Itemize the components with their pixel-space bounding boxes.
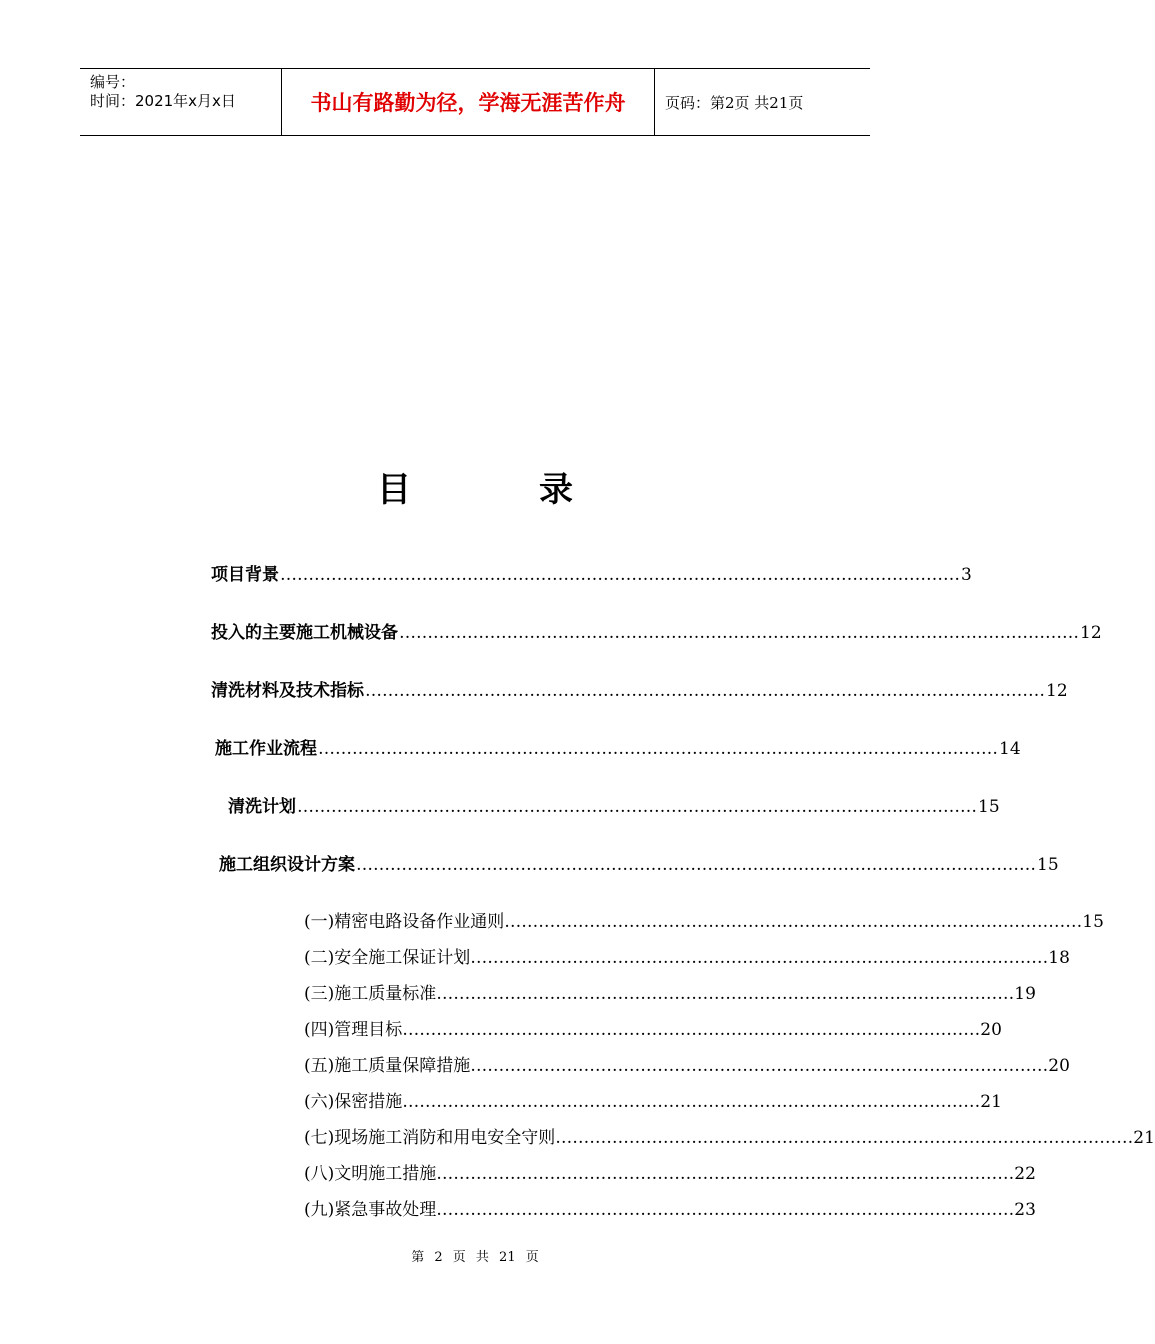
toc-leader: ………………………………………………………………………………………… bbox=[402, 1020, 981, 1040]
toc-sub-page: 21 bbox=[1133, 1128, 1155, 1148]
toc-sub-entry[interactable] bbox=[304, 943, 1070, 968]
toc-leader: ………………………………………………………………………………………………………… bbox=[356, 855, 1036, 875]
toc-sub-page: 15 bbox=[1082, 912, 1104, 932]
toc-sub-label: 管理目标 bbox=[334, 1020, 403, 1040]
toc-sub-label: 施工质量保障措施 bbox=[334, 1056, 471, 1076]
toc-entry-label: 清洗材料及技术指标 bbox=[211, 681, 364, 701]
toc-entry[interactable] bbox=[211, 618, 1102, 643]
toc-sub-entry[interactable] bbox=[304, 1051, 1070, 1076]
toc-sub-number: (九) bbox=[304, 1200, 335, 1220]
toc-sub-number: (八) bbox=[304, 1164, 335, 1184]
toc-leader: ………………………………………………………………………………………………………… bbox=[318, 739, 998, 759]
toc-sub-number: (一) bbox=[304, 912, 335, 932]
header-left-cell bbox=[80, 69, 281, 135]
toc-sub-page: 23 bbox=[1014, 1200, 1036, 1220]
toc-sub-page: 20 bbox=[980, 1020, 1002, 1040]
toc-entry-label: 施工作业流程 bbox=[215, 739, 317, 759]
toc-sub-entry[interactable] bbox=[304, 979, 1036, 1004]
toc-sub-entry[interactable] bbox=[304, 907, 1104, 932]
toc-entry-page: 12 bbox=[1046, 681, 1068, 701]
toc-sub-page: 22 bbox=[1014, 1164, 1036, 1184]
toc-leader: ………………………………………………………………………………………… bbox=[436, 984, 1015, 1004]
toc-sub-number: (七) bbox=[304, 1128, 335, 1148]
toc-title bbox=[0, 462, 950, 511]
page-header bbox=[80, 68, 870, 136]
toc-sub-entry[interactable] bbox=[304, 1087, 1002, 1112]
toc-entry[interactable] bbox=[219, 850, 1059, 875]
toc-sub-number: (二) bbox=[304, 948, 335, 968]
toc-sub-label: 现场施工消防和用电安全守则 bbox=[334, 1128, 556, 1148]
toc-leader: ………………………………………………………………………………………… bbox=[436, 1200, 1015, 1220]
toc-sub-page: 18 bbox=[1048, 948, 1070, 968]
toc-leader: ………………………………………………………………………………………… bbox=[436, 1164, 1015, 1184]
toc-leader: ………………………………………………………………………………………………………… bbox=[365, 681, 1045, 701]
toc-sub-number: (五) bbox=[304, 1056, 335, 1076]
toc-entry[interactable] bbox=[215, 734, 1021, 759]
toc-sub-label: 紧急事故处理 bbox=[334, 1200, 437, 1220]
motto: 书山有路勤为径，学海无涯苦作舟 bbox=[281, 69, 655, 135]
toc-sub-label: 保密措施 bbox=[334, 1092, 403, 1112]
toc-sub-page: 20 bbox=[1048, 1056, 1070, 1076]
number-label: 编号： bbox=[90, 73, 136, 91]
toc-entry[interactable] bbox=[228, 792, 1000, 817]
toc-sub-number: (四) bbox=[304, 1020, 335, 1040]
toc-leader: ………………………………………………………………………………………………………… bbox=[399, 623, 1079, 643]
toc-sub-entry[interactable] bbox=[304, 1123, 1155, 1148]
header-page-info: 页码：第2页 共21页 bbox=[665, 93, 804, 112]
toc-entry-label: 清洗计划 bbox=[228, 797, 296, 817]
toc-leader: ………………………………………………………………………………………… bbox=[470, 1056, 1049, 1076]
toc-sub-entry[interactable] bbox=[304, 1195, 1036, 1220]
toc-entry-page: 15 bbox=[978, 797, 1000, 817]
toc-entry-label: 项目背景 bbox=[211, 565, 279, 585]
toc-sub-label: 精密电路设备作业通则 bbox=[334, 912, 505, 932]
toc-leader: ………………………………………………………………………………………………………… bbox=[297, 797, 977, 817]
toc-entry-page: 3 bbox=[961, 565, 972, 585]
toc-leader: ………………………………………………………………………………………… bbox=[555, 1128, 1134, 1148]
toc-entry-label: 投入的主要施工机械设备 bbox=[211, 623, 398, 643]
toc-entry-label: 施工组织设计方案 bbox=[219, 855, 355, 875]
toc-sub-entry[interactable] bbox=[304, 1159, 1036, 1184]
toc-sub-label: 安全施工保证计划 bbox=[334, 948, 471, 968]
toc-leader: ………………………………………………………………………………………… bbox=[470, 948, 1049, 968]
toc-entry-page: 14 bbox=[999, 739, 1021, 759]
toc-sub-entry[interactable] bbox=[304, 1015, 1002, 1040]
toc-sub-page: 21 bbox=[980, 1092, 1002, 1112]
toc-entry-page: 12 bbox=[1080, 623, 1102, 643]
toc-leader: ………………………………………………………………………………………… bbox=[402, 1092, 981, 1112]
toc-leader: ………………………………………………………………………………………………………… bbox=[280, 565, 960, 585]
toc-sub-label: 施工质量标准 bbox=[334, 984, 437, 1004]
toc-sub-number: (三) bbox=[304, 984, 335, 1004]
toc-sub-number: (六) bbox=[304, 1092, 335, 1112]
toc-entry[interactable] bbox=[211, 560, 972, 585]
time-label: 时间：2021年x月x日 bbox=[90, 92, 236, 110]
toc-sub-page: 19 bbox=[1014, 984, 1036, 1004]
toc-sub-label: 文明施工措施 bbox=[334, 1164, 437, 1184]
toc-entry[interactable] bbox=[211, 676, 1068, 701]
page-footer: 第 2 页 共 21 页 bbox=[411, 1250, 539, 1265]
toc-entry-page: 15 bbox=[1037, 855, 1059, 875]
toc-title-left: 目 bbox=[377, 470, 411, 510]
toc-leader: ………………………………………………………………………………………… bbox=[504, 912, 1083, 932]
toc-title-right: 录 bbox=[539, 470, 573, 510]
